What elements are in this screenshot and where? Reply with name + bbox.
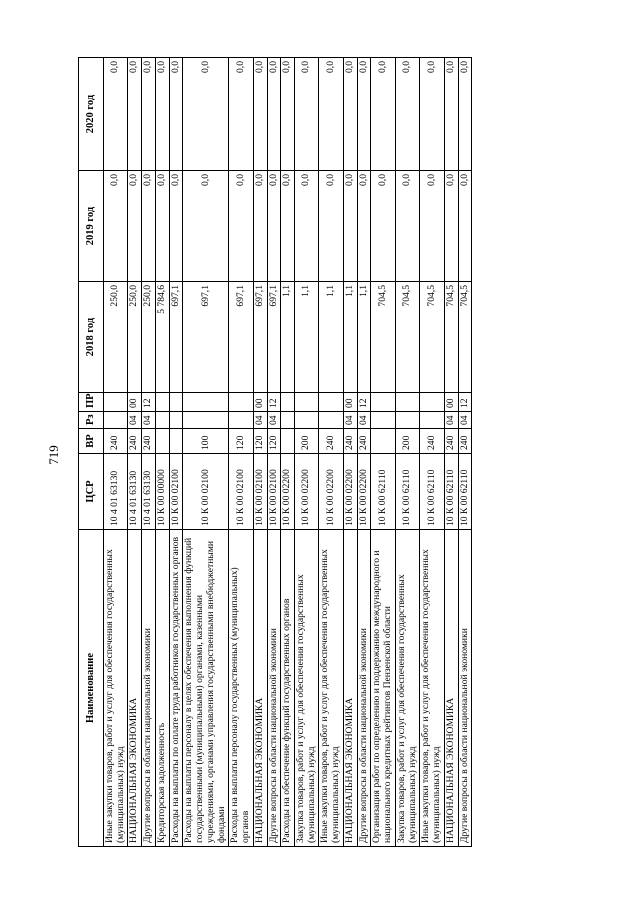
budget-table-page — [78, 58, 562, 847]
table-row — [142, 58, 156, 847]
table-body — [104, 58, 472, 847]
row-rz: 04 — [343, 412, 357, 429]
row-2020: 0,0 — [371, 58, 395, 171]
row-rz: 04 — [253, 412, 267, 429]
header-2019: 2019 год — [79, 171, 104, 282]
row-2019: 0,0 — [253, 171, 267, 282]
table-row — [395, 58, 419, 847]
table-row — [267, 58, 281, 847]
row-vr: 240 — [343, 429, 357, 454]
row-pr — [229, 393, 253, 412]
row-2018: 704,5 — [458, 282, 472, 393]
row-name: Закупка товаров, работ и услуг для обеспечения государственных (муниципальных) нужд — [395, 530, 419, 847]
row-2019: 0,0 — [458, 171, 472, 282]
row-rz — [371, 412, 395, 429]
row-rz — [281, 412, 295, 429]
row-vr: 240 — [128, 429, 142, 454]
row-name: Организация работ по определению и поддержанию международного и национального кредитных рейтингов Пензенской области — [371, 530, 395, 847]
row-vr — [169, 429, 183, 454]
table-row — [420, 58, 444, 847]
row-vr — [371, 429, 395, 454]
row-csr: 10 К 00 00000 — [155, 454, 169, 530]
row-2018: 1,1 — [343, 282, 357, 393]
row-rz — [395, 412, 419, 429]
row-rz — [229, 412, 253, 429]
row-2020: 0,0 — [395, 58, 419, 171]
row-pr: 12 — [357, 393, 371, 412]
table-row — [104, 58, 128, 847]
row-2020: 0,0 — [142, 58, 156, 171]
row-vr: 240 — [444, 429, 458, 454]
row-pr — [281, 393, 295, 412]
table-row — [319, 58, 343, 847]
header-rz: Рз — [79, 412, 104, 429]
row-2019: 0,0 — [229, 171, 253, 282]
row-2019: 0,0 — [267, 171, 281, 282]
row-vr: 120 — [267, 429, 281, 454]
row-rz — [420, 412, 444, 429]
row-2018: 704,5 — [395, 282, 419, 393]
row-2020: 0,0 — [104, 58, 128, 171]
row-2018: 697,1 — [229, 282, 253, 393]
row-pr: 00 — [253, 393, 267, 412]
row-csr: 10 К 00 02100 — [253, 454, 267, 530]
row-csr: 10 К 00 02200 — [281, 454, 295, 530]
row-csr: 10 4 01 63130 — [142, 454, 156, 530]
row-vr: 100 — [183, 429, 229, 454]
row-2020: 0,0 — [128, 58, 142, 171]
table-row — [343, 58, 357, 847]
row-2019: 0,0 — [128, 171, 142, 282]
row-rz — [319, 412, 343, 429]
row-csr: 10 К 00 02100 — [229, 454, 253, 530]
row-2018: 1,1 — [319, 282, 343, 393]
row-pr — [395, 393, 419, 412]
row-name: Расходы на выплаты персоналу в целях обеспечения выполнения функций государственными (муниципальными) органами, казенными учреждениями, органами управления государственными внебюджетными фондами — [183, 530, 229, 847]
row-2018: 1,1 — [281, 282, 295, 393]
row-2018: 250,0 — [142, 282, 156, 393]
header-2020: 2020 год — [79, 58, 104, 171]
row-2018: 5 784,6 — [155, 282, 169, 393]
table-row — [281, 58, 295, 847]
row-name: Другие вопросы в области национальной экономики — [142, 530, 156, 847]
row-vr: 240 — [104, 429, 128, 454]
row-csr: 10 К 00 02100 — [267, 454, 281, 530]
row-pr: 12 — [458, 393, 472, 412]
table-row — [253, 58, 267, 847]
row-csr: 10 К 00 02100 — [169, 454, 183, 530]
table-row — [128, 58, 142, 847]
row-csr: 10 К 00 62110 — [371, 454, 395, 530]
header-vr: ВР — [79, 429, 104, 454]
row-2018: 1,1 — [357, 282, 371, 393]
row-pr — [169, 393, 183, 412]
row-2019: 0,0 — [371, 171, 395, 282]
row-name: Другие вопросы в области национальной экономики — [357, 530, 371, 847]
row-2019: 0,0 — [169, 171, 183, 282]
row-vr: 240 — [357, 429, 371, 454]
row-2018: 704,5 — [444, 282, 458, 393]
row-vr: 240 — [458, 429, 472, 454]
row-pr — [319, 393, 343, 412]
row-2019: 0,0 — [183, 171, 229, 282]
row-2020: 0,0 — [229, 58, 253, 171]
row-2019: 0,0 — [142, 171, 156, 282]
row-csr: 10 К 00 02100 — [183, 454, 229, 530]
row-pr: 00 — [343, 393, 357, 412]
row-vr: 120 — [253, 429, 267, 454]
row-vr: 200 — [395, 429, 419, 454]
row-csr: 10 К 00 62110 — [444, 454, 458, 530]
row-2020: 0,0 — [319, 58, 343, 171]
row-2019: 0,0 — [420, 171, 444, 282]
row-pr — [371, 393, 395, 412]
row-pr — [155, 393, 169, 412]
table-header-row — [79, 58, 104, 847]
row-name: Другие вопросы в области национальной экономики — [458, 530, 472, 847]
row-2020: 0,0 — [343, 58, 357, 171]
row-rz — [155, 412, 169, 429]
row-2020: 0,0 — [458, 58, 472, 171]
row-rz — [104, 412, 128, 429]
header-name: Наименование — [79, 530, 104, 847]
row-name: Другие вопросы в области национальной экономики — [267, 530, 281, 847]
budget-table — [78, 57, 472, 847]
page-number: 719 — [46, 445, 61, 465]
row-rz: 04 — [128, 412, 142, 429]
row-csr: 10 К 00 62110 — [458, 454, 472, 530]
row-name: НАЦИОНАЛЬНАЯ ЭКОНОМИКА — [343, 530, 357, 847]
table-row — [371, 58, 395, 847]
row-name: Иные закупки товаров, работ и услуг для обеспечения государственных (муниципальных) нужд — [104, 530, 128, 847]
header-csr: ЦСР — [79, 454, 104, 530]
row-name: Иные закупки товаров, работ и услуг для обеспечения государственных (муниципальных) нужд — [319, 530, 343, 847]
row-pr — [183, 393, 229, 412]
row-rz — [169, 412, 183, 429]
table-row — [295, 58, 319, 847]
row-rz: 04 — [458, 412, 472, 429]
row-csr: 10 К 00 02200 — [343, 454, 357, 530]
row-2018: 697,1 — [267, 282, 281, 393]
table-row — [183, 58, 229, 847]
row-2018: 697,1 — [169, 282, 183, 393]
row-2020: 0,0 — [267, 58, 281, 171]
row-pr: 00 — [444, 393, 458, 412]
row-2019: 0,0 — [155, 171, 169, 282]
row-2019: 0,0 — [343, 171, 357, 282]
row-csr: 10 4 01 63130 — [128, 454, 142, 530]
header-2018: 2018 год — [79, 282, 104, 393]
row-2018: 250,0 — [128, 282, 142, 393]
row-csr: 10 К 00 62110 — [420, 454, 444, 530]
row-rz: 04 — [142, 412, 156, 429]
row-2018: 704,5 — [420, 282, 444, 393]
row-vr: 200 — [295, 429, 319, 454]
row-vr: 240 — [142, 429, 156, 454]
row-2019: 0,0 — [444, 171, 458, 282]
row-2020: 0,0 — [444, 58, 458, 171]
row-name: Расходы на обеспечение функций государственных органов — [281, 530, 295, 847]
header-pr: ПР — [79, 393, 104, 412]
table-row — [229, 58, 253, 847]
row-name: НАЦИОНАЛЬНАЯ ЭКОНОМИКА — [128, 530, 142, 847]
row-2020: 0,0 — [281, 58, 295, 171]
row-pr — [295, 393, 319, 412]
row-name: Расходы на выплаты по оплате труда работников государственных органов — [169, 530, 183, 847]
table-row — [357, 58, 371, 847]
row-name: НАЦИОНАЛЬНАЯ ЭКОНОМИКА — [444, 530, 458, 847]
row-2020: 0,0 — [357, 58, 371, 171]
row-name: Расходы на выплаты персоналу государственных (муниципальных) органов — [229, 530, 253, 847]
row-2019: 0,0 — [295, 171, 319, 282]
row-pr — [104, 393, 128, 412]
row-2019: 0,0 — [357, 171, 371, 282]
row-2018: 697,1 — [183, 282, 229, 393]
table-row — [444, 58, 458, 847]
row-pr: 00 — [128, 393, 142, 412]
table-row — [155, 58, 169, 847]
row-2020: 0,0 — [420, 58, 444, 171]
row-2020: 0,0 — [169, 58, 183, 171]
row-pr: 12 — [142, 393, 156, 412]
row-2019: 0,0 — [104, 171, 128, 282]
row-pr — [420, 393, 444, 412]
row-rz: 04 — [357, 412, 371, 429]
row-2018: 1,1 — [295, 282, 319, 393]
row-name: Закупка товаров, работ и услуг для обеспечения государственных (муниципальных) нужд — [295, 530, 319, 847]
row-2020: 0,0 — [253, 58, 267, 171]
row-rz — [183, 412, 229, 429]
row-2019: 0,0 — [395, 171, 419, 282]
row-vr: 240 — [420, 429, 444, 454]
row-csr: 10 К 00 02200 — [357, 454, 371, 530]
row-csr: 10 К 00 02200 — [295, 454, 319, 530]
row-2019: 0,0 — [281, 171, 295, 282]
row-vr: 120 — [229, 429, 253, 454]
row-csr: 10 4 01 63130 — [104, 454, 128, 530]
row-rz: 04 — [444, 412, 458, 429]
row-rz: 04 — [267, 412, 281, 429]
row-2020: 0,0 — [183, 58, 229, 171]
row-csr: 10 К 00 02200 — [319, 454, 343, 530]
row-vr: 240 — [319, 429, 343, 454]
row-2018: 704,5 — [371, 282, 395, 393]
row-name: НАЦИОНАЛЬНАЯ ЭКОНОМИКА — [253, 530, 267, 847]
row-name: Кредиторская задолженность — [155, 530, 169, 847]
table-row — [169, 58, 183, 847]
row-2020: 0,0 — [295, 58, 319, 171]
row-pr: 12 — [267, 393, 281, 412]
row-rz — [295, 412, 319, 429]
row-csr: 10 К 00 62110 — [395, 454, 419, 530]
row-name: Иные закупки товаров, работ и услуг для обеспечения государственных (муниципальных) нужд — [420, 530, 444, 847]
table-row — [458, 58, 472, 847]
row-2020: 0,0 — [155, 58, 169, 171]
row-2019: 0,0 — [319, 171, 343, 282]
row-2018: 250,0 — [104, 282, 128, 393]
row-2018: 697,1 — [253, 282, 267, 393]
row-vr — [155, 429, 169, 454]
row-vr — [281, 429, 295, 454]
